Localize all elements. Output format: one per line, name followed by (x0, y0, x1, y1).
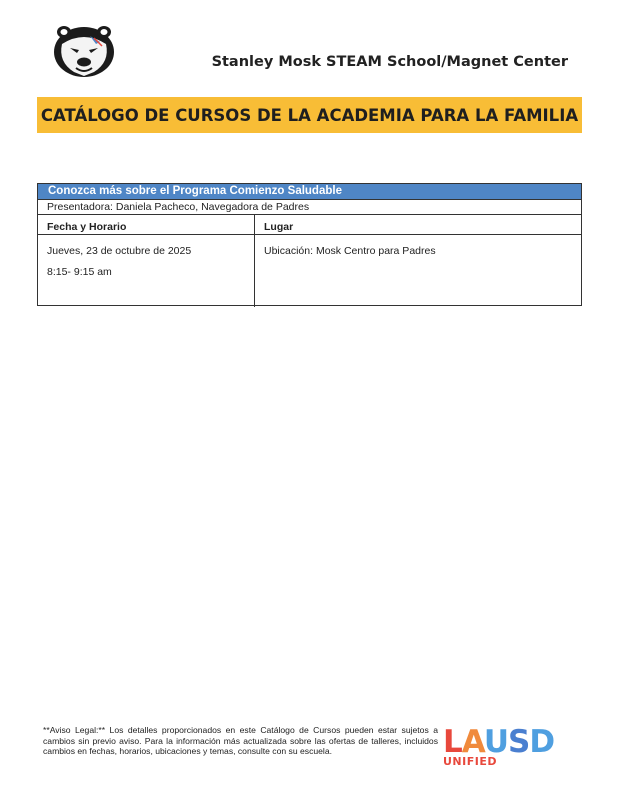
lausd-logo (443, 724, 575, 771)
catalog-title: CATÁLOGO DE CURSOS DE LA ACADEMIA PARA LA FAMILIA (40, 105, 579, 125)
date-header: Fecha y Horario (38, 215, 254, 235)
bear-mascot-icon (50, 22, 118, 80)
course-date: Jueves, 23 de octubre de 2025 (47, 245, 192, 257)
school-name: Stanley Mosk STEAM School/Magnet Center (211, 54, 568, 70)
location-header: Lugar (255, 215, 581, 235)
lausd-unified-label: UNIFIED (443, 755, 497, 768)
lausd-letter-s: S (508, 724, 530, 760)
catalog-banner (37, 97, 582, 133)
lausd-letter-l: L (443, 724, 462, 760)
course-title: Conozca más sobre el Programa Comienzo Saludable (38, 184, 581, 200)
date-column (38, 215, 255, 307)
course-table (37, 183, 582, 306)
location-column (255, 215, 581, 307)
legal-notice: **Aviso Legal:** Los detalles proporcionados en este Catálogo de Cursos pueden estar sujetos a cambios sin previo aviso. Para la información más actualizada sobre las ofertas de talleres, incluidos cambios en fechas, horarios, ubicaciones y temas, consulte con su escuela. (43, 725, 438, 756)
course-presenter: Presentadora: Daniela Pacheco, Navegadora de Padres (38, 200, 581, 215)
course-location: Ubicación: Mosk Centro para Padres (264, 245, 436, 257)
course-details (38, 215, 581, 307)
lausd-letter-d: D (529, 724, 555, 760)
course-time: 8:15- 9:15 am (47, 266, 112, 278)
lausd-letter-a: A (461, 724, 484, 760)
lausd-letter-u: U (483, 724, 508, 760)
